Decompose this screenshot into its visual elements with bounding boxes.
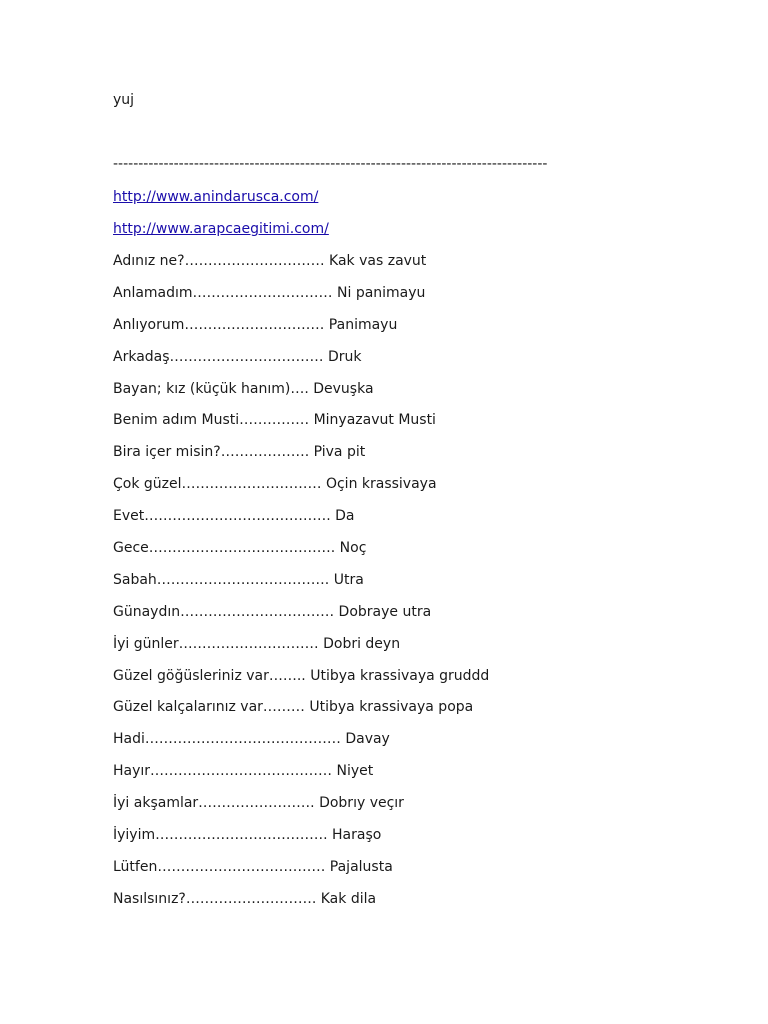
- phrase-line: Adınız ne?………………………… Kak vas zavut: [113, 253, 427, 269]
- phrase-line: Anlamadım………………………… Ni panimayu: [113, 284, 426, 301]
- phrase-line: Bayan; kız (küçük hanım)…. Devuşka: [113, 380, 374, 397]
- phrase-line: İyiyim………………………………. Haraşo: [113, 827, 382, 844]
- separator-line: --------------------------------------------------------------------------------------: [113, 156, 548, 172]
- link-arapcaegitimi[interactable]: http://www.arapcaegitimi.com/: [113, 221, 329, 237]
- phrase-line: Bira içer misin?………………. Piva pit: [113, 444, 366, 461]
- phrase-line: Evet…………………………………. Da: [113, 508, 355, 525]
- phrase-line: Günaydın…………………………… Dobraye utra: [113, 603, 432, 620]
- phrase-line: Hadi…………………………………… Davay: [113, 731, 390, 748]
- phrase-line: Çok güzel………………………… Oçin krassivaya: [113, 476, 437, 493]
- phrase-line: Gece…………………………………. Noç: [113, 540, 367, 557]
- link-anindarusca[interactable]: http://www.anindarusca.com/: [113, 189, 319, 205]
- phrase-line: Arkadaş…………………………… Druk: [113, 348, 362, 365]
- phrase-line: İyi günler………………………… Dobri deyn: [113, 635, 401, 652]
- document-heading: yuj: [113, 92, 135, 108]
- phrase-list: [113, 252, 489, 922]
- link-list: [113, 188, 329, 252]
- phrase-line: İyi akşamlar……………………. Dobrıy veçır: [113, 795, 404, 812]
- phrase-line: Güzel göğüsleriniz var…….. Utibya krassivaya gruddd: [113, 667, 490, 684]
- phrase-line: Hayır………………………………… Niyet: [113, 763, 374, 780]
- phrase-line: Güzel kalçalarınız var……… Utibya krassivaya popa: [113, 699, 474, 716]
- phrase-line: Sabah………………………………. Utra: [113, 571, 364, 588]
- phrase-line: Benim adım Musti…………… Minyazavut Musti: [113, 412, 436, 429]
- phrase-line: Lütfen……………………………… Pajalusta: [113, 858, 393, 875]
- phrase-line: Nasılsınız?………………………. Kak dila: [113, 890, 377, 907]
- phrase-line: Anlıyorum………………………… Panimayu: [113, 316, 398, 333]
